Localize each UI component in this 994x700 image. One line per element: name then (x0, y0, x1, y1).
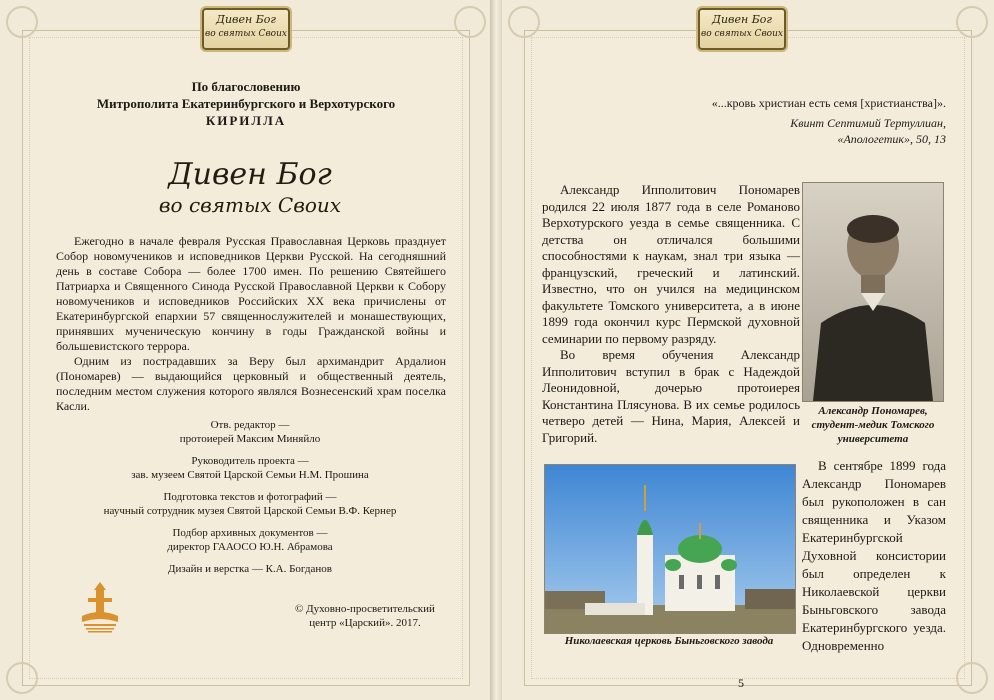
epigraph (562, 95, 946, 147)
blessing-name: КИРИЛЛА (205, 113, 287, 128)
ornament-corner-icon (956, 662, 988, 694)
header-badge (202, 8, 290, 50)
page-number: 5 (738, 676, 744, 690)
publisher-logo-icon (76, 580, 124, 636)
header-badge-line1: Дивен Бог (216, 13, 276, 26)
credit-person: протоиерей Максим Миняйло (179, 433, 321, 445)
biography-paragraph: Александр Ипполитович Пономарев родился 22 июля 1877 года в селе Романово Верхотурского уезда в семье священника. С детства он отличался большими способностями к наукам, знал три языка — французский, греческий и латинский. Известно, что он учился на медицинском факультете Томского университета, а в июне 1899 года окончил курс Пермской духовной семинарии по первому разряду. (542, 182, 800, 346)
biography-paragraph: Во время обучения Александр Ипполитович вступил в брак с Надеждой Леонидовной, дочерью протоиерея Константина Плясунова. В их семье родилось четверо детей — Нина, Мария, Алексей и Григорий. (542, 347, 800, 445)
ornament-corner-icon (6, 6, 38, 38)
credit-role: Подбор архивных документов — (172, 527, 328, 539)
copyright-line2: центр «Царский». 2017. (309, 617, 421, 629)
biography-side-paragraph: В сентябре 1899 года Александр Пономарев был рукоположен в сан священника и Указом Екатеринбургской Духовной консистории был определен к Николаевской церкви Быньговского завода Екатеринбургского уезда. Одновременно (802, 458, 946, 653)
credit-role: Дизайн и верстка — К.А. Богданов (168, 563, 332, 575)
blessing-block (60, 78, 432, 129)
credit-group (60, 526, 440, 554)
credit-group (60, 562, 440, 576)
credits-block (60, 418, 440, 584)
biography-text (542, 182, 800, 446)
credit-role: Руководитель проекта — (191, 455, 309, 467)
blessing-line1: По благословению (191, 79, 301, 94)
epigraph-source: «Апологетик», 50, 13 (837, 132, 946, 146)
header-badge-line1: Дивен Бог (712, 13, 772, 26)
credit-group (60, 418, 440, 446)
intro-paragraph: Одним из пострадавших за Веру был архимандрит Ардалион (Пономарев) — выдающийся церковный и общественный деятель, последним местом служения которого являлся Вознесенский храм поселка Касли. (56, 354, 446, 413)
church-photo (544, 464, 796, 634)
blessing-line2: Митрополита Екатеринбургского и Верхотурского (96, 96, 396, 111)
right-page (502, 0, 994, 700)
ornament-corner-icon (454, 6, 486, 38)
credit-person: зав. музеем Святой Царской Семьи Н.М. Прошина (131, 469, 369, 481)
copyright (280, 602, 450, 630)
credit-group (60, 490, 440, 518)
book-title (140, 158, 360, 218)
credit-role: Подготовка текстов и фотографий — (163, 491, 337, 503)
ornament-corner-icon (6, 662, 38, 694)
church-caption: Николаевская церковь Быньговского завода (564, 635, 774, 647)
ornament-corner-icon (508, 6, 540, 38)
left-page (0, 0, 492, 700)
epigraph-quote: «...кровь христиан есть семя [христианства]». (711, 96, 946, 110)
credit-person: научный сотрудник музея Святой Царской Семьи В.Ф. Кернер (103, 505, 397, 517)
credit-group (60, 454, 440, 482)
portrait-caption-line1: Александр Пономарев, (818, 405, 928, 417)
header-badge (698, 8, 786, 50)
portrait-caption-line2: студент-медик Томского (811, 419, 935, 431)
credit-person: директор ГААОСО Ю.Н. Абрамова (167, 541, 333, 553)
ornament-corner-icon (956, 6, 988, 38)
header-badge-line2: во святых Своих (205, 29, 287, 39)
epigraph-author: Квинт Септимий Тертуллиан, (790, 116, 946, 130)
intro-paragraph: Ежегодно в начале февраля Русская Православная Церковь празднует Собор новомучеников и исповедников Церкви Русской. На сегодняшний день в составе Собора — более 1700 имен. По решению Святейшего Патриарха и Священного Синода Русской Православной Церкви к Собору новомучеников и исповедников Российских XX века причислены от Екатеринбургской епархии 57 священнослужителей и монашествующих, принявших мученическую кончину в годы Гражданской войны и большевистского террора. (56, 234, 446, 353)
copyright-line1: © Духовно-просветительский (295, 603, 435, 615)
portrait-photo (802, 182, 944, 402)
header-badge-line2: во святых Своих (701, 29, 783, 39)
credit-role: Отв. редактор — (210, 419, 290, 431)
portrait-caption (798, 404, 948, 446)
biography-continued (802, 457, 946, 655)
portrait-caption-line3: университета (837, 433, 909, 445)
book-title-line1: Дивен Бог (168, 157, 332, 192)
intro-text (56, 234, 446, 414)
book-title-line2: во святых Своих (158, 193, 342, 217)
